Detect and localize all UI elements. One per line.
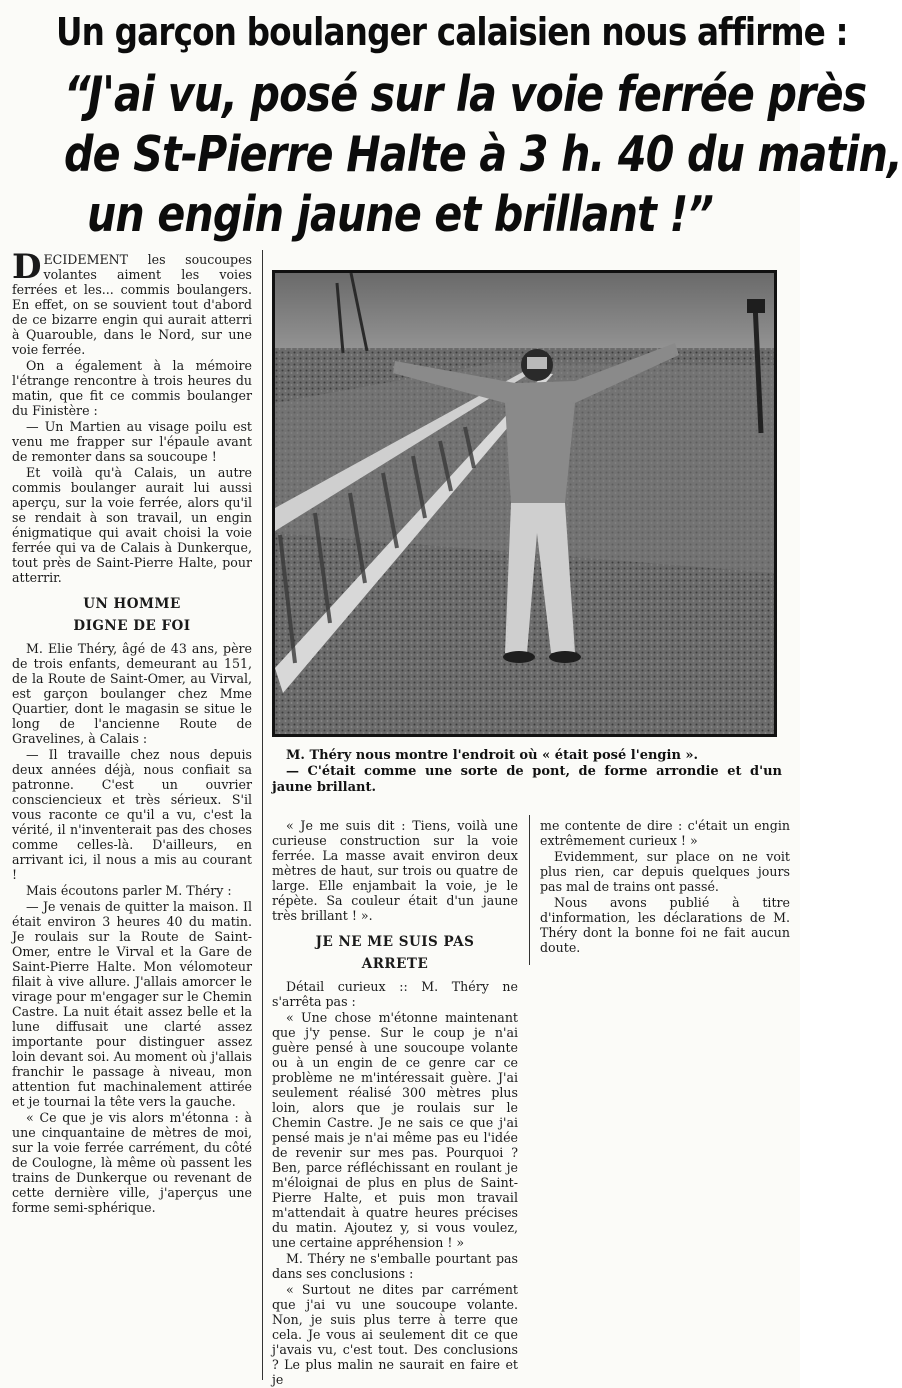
drop-cap: D	[12, 247, 42, 287]
paragraph: « Surtout ne dites par carrément que j'ai vu une soucoupe volante. Non, je suis plus terre à terre que cela. Je vous ai seulement dit ce que j'avais vu, c'est tout. Des conclusions ? Le plus malin ne saurait en faire et je	[272, 1282, 518, 1387]
paragraph: — Il travaille chez nous depuis deux années déjà, nous confiait sa patronne. C'est un ouvrier consciencieux et très sérieux. S'il vous raconte ce qu'il a vu, c'est la vérité, il n'inventerait pas des choses comme celles-là. D'ailleurs, en arrivant ici, il nous a mis au courant !	[12, 747, 252, 882]
paragraph: Détail curieux :: M. Théry ne s'arrêta pas :	[272, 979, 518, 1009]
caption-line-1: M. Théry nous montre l'endroit où « était posé l'engin ».	[286, 748, 699, 763]
article-column-3	[540, 818, 790, 956]
paragraph: Nous avons publié à titre d'information, les déclarations de M. Théry dont la bonne foi ne fait aucun doute.	[540, 895, 790, 955]
lead-text: ECIDEMENT les soucoupes volantes aiment les voies ferrées et les... commis boulangers. En effet, on se souvient tout d'abord de ce bizarre engin qui aurait atterri à Quarouble, dans le Nord, sur une voie ferrée.	[12, 252, 252, 357]
caption-line-2: — C'était comme une sorte de pont, de forme arrondie et d'un jaune brillant.	[272, 764, 782, 795]
headline-line-2: “J'ai vu, posé sur la voie ferrée près	[64, 66, 867, 123]
headline-line-1: Un garçon boulanger calaisien nous affirme :	[56, 10, 848, 54]
article-column-2	[272, 818, 518, 1388]
paragraph: M. Elie Théry, âgé de 43 ans, père de trois enfants, demeurant au 151, de la Route de Saint-Omer, au Virval, est garçon boulanger chez Mme Quartier, dont le magasin se situe le long de l'ancienne Route de Gravelines, à Calais :	[12, 641, 252, 746]
article-column-1	[12, 247, 252, 1216]
subheading	[272, 931, 518, 975]
paragraph: « Je me suis dit : Tiens, voilà une curieuse construction sur la voie ferrée. La masse avait environ deux mètres de haut, sur trois ou quatre de large. Elle enjambait la voie, je le répète. Sa couleur était d'un jaune très brillant ! ».	[272, 818, 518, 923]
photo-illustration	[275, 273, 774, 734]
paragraph: « Une chose m'étonne maintenant que j'y pense. Sur le coup je n'ai guère pensé à une soucoupe volante ou à un engin de ce genre car ce problème ne m'intéressait guère. J'ai seulement réalisé 300 mètres plus loin, alors que je roulais sur le Chemin Castre. Je ne sais ce que j'ai pensé mais je n'ai même pas eu l'idée de revenir sur mes pas. Pourquoi ? Ben, parce réfléchissant en roulant je m'éloignai de plus en plus de Saint-Pierre Halte, et puis mon travail m'attendait à quatre heures précises du matin. Ajoutez y, si vous voulez, une certaine appréhension ! »	[272, 1010, 518, 1250]
subheading-line-2: ARRETE	[361, 956, 429, 972]
column-divider-right	[529, 815, 530, 965]
paragraph: Mais écoutons parler M. Théry :	[26, 883, 232, 898]
paragraph: — Un Martien au visage poilu est venu me frapper sur l'épaule avant de remonter dans sa soucoupe !	[12, 419, 252, 464]
photo-caption	[272, 748, 782, 796]
headline-line-3: de St-Pierre Halte à 3 h. 40 du matin,	[64, 126, 902, 183]
paragraph: Et voilà qu'à Calais, un autre commis boulanger aurait lui aussi aperçu, sur la voie ferrée, alors qu'il se rendait à son travail, un engin énigmatique qui avait choisi la voie ferrée qui va de Calais à Dunkerque, tout près de Saint-Pierre Halte, pour atterrir.	[12, 465, 252, 585]
column-divider-left	[262, 250, 263, 1380]
headline-line-4: un engin jaune et brillant !”	[86, 186, 714, 243]
photo-man-on-railway	[272, 270, 777, 737]
paragraph: me contente de dire : c'était un engin extrêmement curieux ! »	[540, 818, 790, 848]
subheading-line-1: JE NE ME SUIS PAS	[315, 934, 475, 950]
paragraph: — Je venais de quitter la maison. Il était environ 3 heures 40 du matin. Je roulais sur la Route de Saint-Omer, entre le Virval et la Gare de Saint-Pierre Halte. Mon vélomoteur filait à vive allure. J'allais amorcer le virage pour m'engager sur le Chemin Castre. La nuit était assez belle et la lune diffusait une clarté assez importante pour distinguer assez loin devant soi. Au moment où j'allais franchir le passage à niveau, mon attention fut machinalement attirée et je tournai la tête vers la gauche.	[12, 899, 252, 1109]
paragraph: On a également à la mémoire l'étrange rencontre à trois heures du matin, que fit ce commis boulanger du Finistère :	[12, 358, 252, 418]
paragraph: M. Théry ne s'emballe pourtant pas dans ses conclusions :	[272, 1251, 518, 1281]
lead-paragraph	[12, 247, 252, 357]
paragraph: Evidemment, sur place on ne voit plus rien, car depuis quelques jours pas mal de trains ont passé.	[540, 849, 790, 894]
subheading-line-2: DIGNE DE FOI	[73, 618, 191, 634]
paragraph: « Ce que je vis alors m'étonna : à une cinquantaine de mètres de moi, sur la voie ferrée carrément, du côté de Coulogne, là même où passent les trains de Dunkerque ou revenant de cette dernière ville, j'aperçus une forme semi-sphérique.	[12, 1110, 252, 1215]
subheading-line-1: UN HOMME	[83, 596, 181, 612]
subheading	[12, 593, 252, 637]
